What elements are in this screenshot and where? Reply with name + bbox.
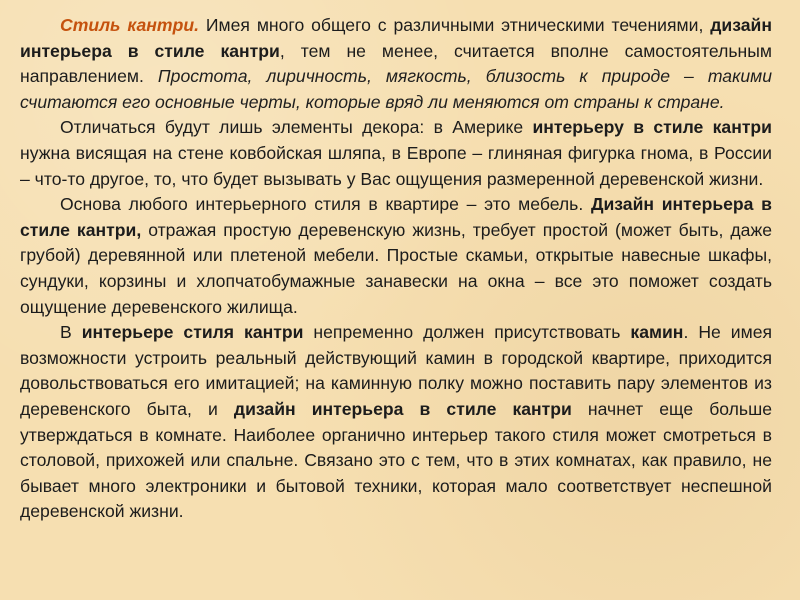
text-segment: В (60, 322, 82, 343)
text-segment: Отличаться будут лишь элементы декора: в Америке (60, 117, 533, 138)
text-segment: непременно должен присутствовать (303, 322, 631, 343)
paragraph (20, 320, 772, 525)
document-body (20, 13, 772, 525)
text-segment: начнет еще больше утверждаться в комнате. Наиболее органично интерьер такого стиля может смотреться в столовой, прихожей или спальне. Связано это с тем, что в этих комнатах, как правило, не бывает много электроники и бытовой техники, которая мало соответствует неспешной деревенской жизни. (20, 398, 772, 522)
text-segment: Основа любого интерьерного стиля в квартире – это мебель. (60, 194, 591, 215)
text-segment: интерьере стиля кантри (81, 322, 304, 343)
text-segment: камин (630, 322, 684, 343)
text-segment: дизайн интерьера в стиле кантри (233, 398, 572, 419)
text-segment: Имея много общего с различными этническими течениями, (198, 15, 711, 35)
text-segment: дизайн интерьера в стиле кантри (20, 15, 772, 61)
text-segment: . Не имея возможности устроить реальный действующий камин в городской квартире, приходится довольствоваться его имитацией; на каминную полку можно поставить пару элементов из деревенского быта, и (20, 322, 773, 419)
paragraph (20, 192, 772, 320)
paragraph (20, 115, 772, 192)
section-heading: Стиль кантри. (60, 15, 199, 35)
text-segment: Дизайн интерьера в стиле кантри, (20, 194, 772, 240)
paragraph (20, 13, 772, 115)
text-segment: отражая простую деревенскую жизнь, требует простой (может быть, даже грубой) деревянной или плетеной мебели. Простые скамьи, открытые навесные шкафы, сундуки, корзины и хлопчатобумажные занавески на окна – все это поможет создать ощущение деревенского жилища. (20, 219, 773, 317)
text-segment: интерьеру в стиле кантри (532, 117, 772, 138)
text-segment: Простота, лиричность, мягкость, близость к природе – такими считаются его основные черты, которые вряд ли меняются от страны к стране. (20, 66, 773, 112)
text-segment: нужна висящая на стене ковбойская шляпа, в Европе – глиняная фигурка гнома, в России – что-то другое, то, что будет вызывать у Вас ощущения размеренной деревенской жизни. (20, 142, 772, 189)
text-segment: , тем не менее, считается вполне самостоятельным направлением. (20, 40, 772, 87)
